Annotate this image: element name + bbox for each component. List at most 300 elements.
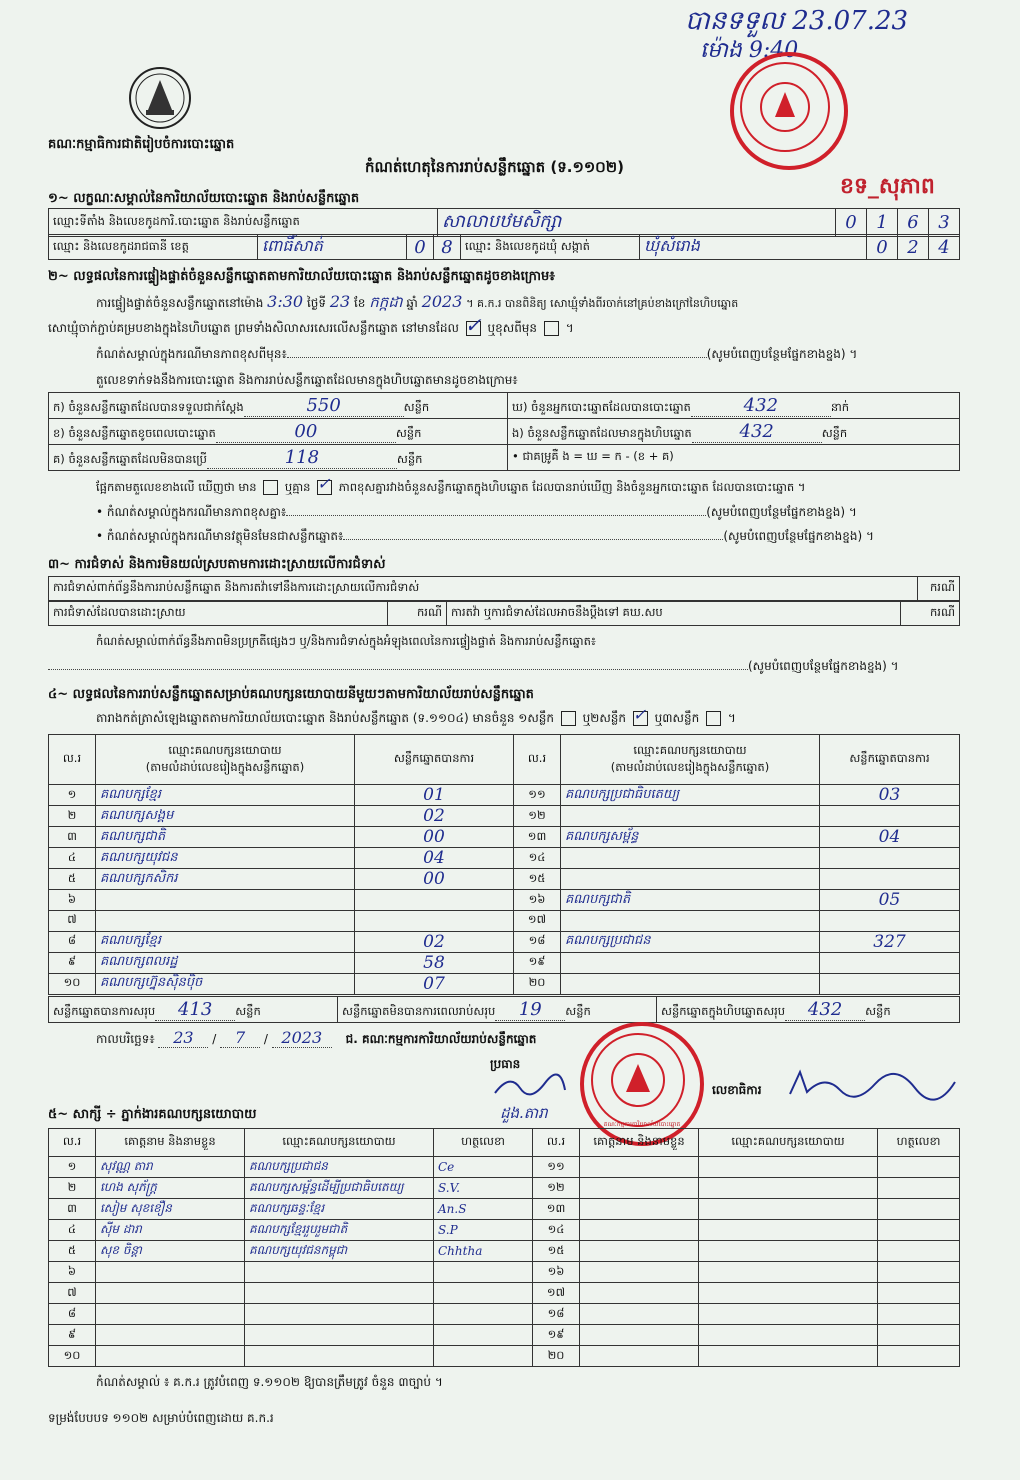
polling-station-label: ឈ្មោះទីតាំង និងលេខកូដការិ.បោះឆ្នោត និងរាប់សន្លឹកឆ្នោត <box>49 209 438 237</box>
date-day: 23 <box>158 1028 208 1048</box>
text: ឬ២សន្លឹក <box>582 711 627 725</box>
party-votes: 327 <box>820 931 960 952</box>
witness-party <box>699 1220 878 1241</box>
witness-name <box>580 1157 699 1178</box>
irregularity-note-line <box>48 658 899 676</box>
witness-number: ១៦ <box>533 1262 580 1283</box>
witness-name <box>96 1262 245 1283</box>
unit: សន្លឹក <box>396 451 423 466</box>
witness-signature <box>878 1178 960 1199</box>
commune-value: ឃុំសំរោង <box>640 235 867 260</box>
committee-label: ជ. គណៈកម្មការការិយាល័យរាប់សន្លឹកឆ្នោត <box>345 1032 537 1046</box>
text: ឬខុសពីមុន <box>487 321 538 335</box>
station-code-digit: 0 <box>836 209 867 237</box>
witness-name <box>96 1325 245 1346</box>
party-number: ១៥ <box>514 869 561 890</box>
party-votes <box>820 952 960 973</box>
secretary-label: លេខាធិការ <box>712 1083 762 1097</box>
witness-signature: An.S <box>434 1199 533 1220</box>
text: កំណត់សម្គាល់ក្នុងករណីមានភាពខុសពីមុន៖ <box>96 347 287 361</box>
text: ឬគ្មាន <box>284 480 311 494</box>
commune-code-digit: 4 <box>929 235 960 260</box>
total-box <box>657 997 960 1023</box>
dotted-line <box>287 357 707 358</box>
text: (សូមបំពេញបន្ថែមផ្នែកខាងខ្នង) ។ <box>706 505 857 519</box>
party-name <box>561 806 820 827</box>
commune-label: ឈ្មោះ និងលេខកូដឃុំ សង្កាត់ <box>461 235 640 260</box>
witness-row <box>49 1346 960 1367</box>
witness-number: ៤ <box>49 1220 96 1241</box>
witness-party <box>245 1283 434 1304</box>
foreign-object-note <box>96 528 874 546</box>
text: សន្លឹកឆ្នោតមិនបានការពេលរាប់សរុប <box>342 1003 496 1018</box>
text: ឆ្នាំ <box>406 296 418 310</box>
party-row <box>49 869 960 890</box>
in-box-value: 432 <box>692 421 822 443</box>
party-row <box>49 952 960 973</box>
dotted-line <box>48 669 748 670</box>
party-votes <box>820 973 960 994</box>
section4-title: ៤~ លទ្ធផលនៃការរាប់សន្លឹកឆ្នោតសម្រាប់គណបក្សនយោបាយនីមួយៗតាមការិយាល័យរាប់សន្លឹកឆ្នោត <box>48 687 534 702</box>
text: សន្លឹកឆ្នោតបានការសរុប <box>53 1003 156 1018</box>
col-no: ល.រ <box>533 1129 580 1157</box>
col-name: គោត្តនាម និងនាមខ្លួន <box>96 1129 245 1157</box>
party-results-table <box>48 734 960 995</box>
witness-signature: Chhtha <box>434 1241 533 1262</box>
party-name: គណបក្សជាតិ <box>561 890 820 911</box>
party-number: ១៣ <box>514 827 561 848</box>
party-number: ៩ <box>49 952 96 973</box>
three-sheets-checkbox[interactable] <box>706 711 721 726</box>
col-party <box>96 735 355 785</box>
sheets-count-line: តារាងកត់ត្រាសំឡេងឆ្នោតតាមការិយាល័យបោះឆ្នោត និងរាប់សន្លឹកឆ្នោត (ទ.១១០៤) មានចំនួន ១សន្លឹក ឬ២សន្លឹក ✓ ឬ៣សន្លឹក ។ <box>96 705 736 725</box>
party-row <box>49 931 960 952</box>
party-number: ១៨ <box>514 931 561 952</box>
party-votes: 00 <box>355 869 514 890</box>
totals-table <box>48 996 960 1023</box>
commune-code-digit: 2 <box>898 235 929 260</box>
witness-number: ១ <box>49 1157 96 1178</box>
text: សន្លឹកឆ្នោតក្នុងហិបឆ្នោតសរុប <box>661 1003 786 1018</box>
dotted-line <box>343 539 723 540</box>
witness-number: ១៩ <box>533 1325 580 1346</box>
witness-number: ១៥ <box>533 1241 580 1262</box>
party-votes <box>355 890 514 911</box>
party-row <box>49 848 960 869</box>
party-name: គណបក្សហ្វ៊ុនស៊ិនប៉ិច <box>96 973 355 994</box>
objections-table-row2 <box>48 601 960 626</box>
section1-title: ១~ លក្ខណៈសម្គាល់នៃការិយាល័យបោះឆ្នោត និងរាប់សន្លឹកឆ្នោត <box>48 191 360 206</box>
col-party: ឈ្មោះគណបក្សនយោបាយ <box>245 1129 434 1157</box>
witness-name <box>580 1199 699 1220</box>
total-invalid <box>338 997 657 1023</box>
total-valid <box>49 997 338 1023</box>
witness-party <box>699 1178 878 1199</box>
party-number: ១៩ <box>514 952 561 973</box>
resolved-label: ការជំទាស់ដែលបានដោះស្រាយ <box>49 602 388 626</box>
chair-name: ដួង.តារា <box>500 1104 548 1122</box>
witness-signature <box>878 1262 960 1283</box>
witness-party <box>699 1241 878 1262</box>
witness-number: ៥ <box>49 1241 96 1262</box>
witness-party <box>699 1262 878 1283</box>
party-votes <box>820 869 960 890</box>
verification-time: 3:30 <box>267 292 304 311</box>
text: ភាពខុសគ្នារវាងចំនួនសន្លឹកឆ្នោតក្នុងហិបឆ្នោត ដែលបានរាប់ឃើញ និងចំនួនអ្នកបោះឆ្នោត ដែលបានបោះឆ្នោត ។ <box>338 480 806 494</box>
witness-number: ៣ <box>49 1199 96 1220</box>
witness-name: សុខ ចិន្តា <box>96 1241 245 1262</box>
case-label: ករណី <box>901 602 960 626</box>
party-number: ១ <box>49 785 96 806</box>
received-row <box>49 393 508 419</box>
text: ខ) ចំនួនសន្លឹកឆ្នោតខូចពេលបោះឆ្នោត <box>53 425 216 440</box>
province-value: ពោធិ៍សាត់ <box>258 235 407 260</box>
party-name: គណបក្សខ្មែរ <box>96 785 355 806</box>
witness-name <box>96 1304 245 1325</box>
unused-row <box>49 445 508 471</box>
witness-row <box>49 1304 960 1325</box>
province-label: ឈ្មោះ និងលេខកូដរាជធានី ខេត្ត <box>49 235 258 260</box>
party-votes: 04 <box>820 827 960 848</box>
witness-row <box>49 1199 960 1220</box>
text: (សូមបំពេញបន្ថែមផ្នែកខាងខ្នង) ។ <box>748 659 899 673</box>
party-number: ១០ <box>49 973 96 994</box>
spoiled-row <box>49 419 508 445</box>
section3-title: ៣~ ការជំទាស់ និងការមិនយល់ស្របតាមការដោះស្រាយលើការជំទាស់ <box>48 557 386 572</box>
witness-name <box>580 1178 699 1199</box>
unchanged-checkbox[interactable] <box>464 313 482 337</box>
page-title: កំណត់ហេតុនៃការរាប់សន្លឹកឆ្នោត (ទ.១១០២) <box>365 158 625 176</box>
received-value: 550 <box>244 395 404 417</box>
col-sign: ហត្ថលេខា <box>434 1129 533 1157</box>
witness-party <box>699 1304 878 1325</box>
section1-table-row2 <box>48 234 960 260</box>
footnote: កំណត់សម្គាល់ ៖ គ.ក.រ ត្រូវបំពេញ ទ.១១០២ ឱ្យបានត្រឹមត្រូវ ចំនួន ៣ច្បាប់ ។ <box>96 1375 443 1389</box>
text: កាលបរិច្ឆេទ៖ <box>96 1032 155 1046</box>
party-votes <box>820 806 960 827</box>
party-votes: 07 <box>355 973 514 994</box>
witness-name: សុវណ្ណ តារា <box>96 1157 245 1178</box>
witness-signature <box>878 1346 960 1367</box>
witness-signature <box>878 1199 960 1220</box>
witness-name <box>580 1304 699 1325</box>
party-number: ១៦ <box>514 890 561 911</box>
party-number: ២ <box>49 806 96 827</box>
unused-value: 118 <box>207 447 397 469</box>
unit: នាក់ <box>830 399 850 414</box>
party-row <box>49 890 960 911</box>
date-line: កាលបរិច្ឆេទ៖ 23 / 7 / 2023 ជ. គណៈកម្មការការិយាល័យរាប់សន្លឹកឆ្នោត <box>96 1028 537 1047</box>
total-invalid-value: 19 <box>495 999 565 1021</box>
witness-signature <box>878 1157 960 1178</box>
witness-row <box>49 1325 960 1346</box>
check-mark-icon: ✓ <box>632 705 647 724</box>
verification-day: 23 <box>329 292 351 311</box>
seal-emblem-icon <box>730 52 840 162</box>
discrepancy-line <box>96 474 806 497</box>
party-votes <box>820 911 960 932</box>
text: ថ្ងៃទី <box>306 296 326 310</box>
text: ឈ្មោះគណបក្សនយោបាយ <box>168 742 282 757</box>
text: ការផ្ទៀងផ្ទាត់ចំនួនសន្លឹកឆ្នោតនៅម៉ោង <box>96 296 264 310</box>
irregularity-note: កំណត់សម្គាល់ពាក់ព័ន្ធនឹងភាពមិនប្រក្រតីផ្សេងៗ ឬ/និងការជំទាស់ក្នុងអំឡុងពេលនៃការផ្ទៀងផ្ទាត់ និងការរាប់សន្លឹកឆ្នោត៖ <box>96 634 596 648</box>
witness-party: គណបក្សប្រជាជន <box>245 1157 434 1178</box>
witness-number: ១០ <box>49 1346 96 1367</box>
text: • កំណត់សម្គាល់ក្នុងករណីមានភាពខុសគ្នា៖ <box>96 505 287 519</box>
party-number: ១១ <box>514 785 561 806</box>
witness-party: គណបក្សយុវជនកម្ពុជា <box>245 1241 434 1262</box>
party-votes: 03 <box>820 785 960 806</box>
red-handwritten-name: ខទ_សុភាព <box>840 173 935 199</box>
one-sheet-checkbox[interactable] <box>561 711 576 726</box>
received-note: បានទទួល 23.07.23 <box>685 6 909 36</box>
witness-party <box>245 1346 434 1367</box>
polling-station-value: សាលាបឋមសិក្សា <box>438 209 836 237</box>
witness-name <box>580 1283 699 1304</box>
col-votes: សន្លឹកឆ្នោតបានការ <box>355 735 514 785</box>
col-party <box>561 735 820 785</box>
witness-number: ១៧ <box>533 1283 580 1304</box>
witness-signature <box>878 1325 960 1346</box>
check-mark-icon: ✓ <box>317 474 331 493</box>
witness-party <box>699 1157 878 1178</box>
witness-signature <box>878 1220 960 1241</box>
text: គ) ចំនួនសន្លឹកឆ្នោតដែលមិនបានប្រើ <box>53 451 207 466</box>
party-name: គណបក្សប្រជាជន <box>561 931 820 952</box>
witness-name <box>580 1262 699 1283</box>
voters-row <box>508 393 960 419</box>
difference-note-line <box>96 346 956 364</box>
party-name: គណបក្សជាតិ <box>96 827 355 848</box>
nec-logo <box>128 66 192 130</box>
party-name <box>561 869 820 890</box>
chair-signature-icon <box>490 1068 570 1104</box>
unit: សន្លឹក <box>821 425 848 440</box>
total-valid-value: 413 <box>155 999 235 1021</box>
nec-emblem-icon <box>128 66 192 130</box>
witness-number: ១២ <box>533 1178 580 1199</box>
party-votes: 05 <box>820 890 960 911</box>
unit: សន្លឹក <box>403 399 430 414</box>
text: (តាមលំដាប់លេខរៀងក្នុងសន្លឹកឆ្នោត) <box>145 759 305 774</box>
party-name: គណបក្សពលរដ្ឋ <box>96 952 355 973</box>
witness-party: គណបក្សខ្មែររួបរួមជាតិ <box>245 1220 434 1241</box>
party-name <box>96 911 355 932</box>
party-votes <box>820 848 960 869</box>
witness-signature <box>434 1304 533 1325</box>
col-no: ល.រ <box>49 735 96 785</box>
discrepancy-note <box>96 504 857 522</box>
witness-signature <box>878 1241 960 1262</box>
witness-party: គណបក្សឆន្ទៈខ្មែរ <box>245 1199 434 1220</box>
witness-signature: S.P <box>434 1220 533 1241</box>
check-mark-icon: ✓ <box>464 313 482 337</box>
party-number: ៦ <box>49 890 96 911</box>
witness-number: ១១ <box>533 1157 580 1178</box>
party-number: ៣ <box>49 827 96 848</box>
figures-intro: តួលេខទាក់ទងនឹងការបោះឆ្នោត និងការរាប់សន្លឹកឆ្នោតដែលមានក្នុងហិបឆ្នោតមានដូចខាងក្រោម៖ <box>96 373 518 387</box>
party-number: ១៧ <box>514 911 561 932</box>
witness-party <box>699 1283 878 1304</box>
text: (សូមបំពេញបន្ថែមផ្នែកខាងខ្នង) ។ <box>706 347 858 361</box>
witness-party <box>699 1199 878 1220</box>
text: • កំណត់សម្គាល់ក្នុងករណីមានវត្ថុមិនមែនជាសន្លឹកឆ្នោត៖ <box>96 529 344 543</box>
text: តារាងកត់ត្រាសំឡេងឆ្នោតតាមការិយាល័យបោះឆ្នោត និងរាប់សន្លឹកឆ្នោត (ទ.១១០៤) មានចំនួន ១សន្លឹក <box>96 711 554 725</box>
party-number: ១២ <box>514 806 561 827</box>
form-note: ទម្រង់បែបបទ ១១០២ សម្រាប់បំពេញដោយ គ.ក.រ <box>48 1411 274 1425</box>
witness-signature <box>434 1283 533 1304</box>
witness-party <box>699 1325 878 1346</box>
two-sheets-checkbox[interactable] <box>632 705 648 726</box>
witness-name <box>580 1220 699 1241</box>
section5-title: ៥~ សាក្សី ÷ ភ្នាក់ងារគណបក្សនយោបាយ <box>48 1107 257 1122</box>
witness-name: ស៊ីម ដារា <box>96 1220 245 1241</box>
case-label: ករណី <box>388 602 447 626</box>
witness-number: ៨ <box>49 1304 96 1325</box>
authority-name: គណៈកម្មាធិការជាតិរៀបចំការបោះឆ្នោត <box>48 137 235 152</box>
party-number: ៨ <box>49 931 96 952</box>
party-number: ១៤ <box>514 848 561 869</box>
has-discrepancy-checkbox[interactable] <box>263 480 278 495</box>
text: ។ គ.ក.រ បានពិនិត្យ សោឃ្មុំទាំងពីរចាក់នៅគ្រប់ខាងក្រៅនៃហិបឆ្នោត <box>466 297 739 310</box>
station-code-digit: 3 <box>929 209 960 237</box>
witness-signature <box>878 1304 960 1325</box>
witness-number: ២០ <box>533 1346 580 1367</box>
party-votes: 01 <box>355 785 514 806</box>
party-number: ៥ <box>49 869 96 890</box>
text: ឈ្មោះគណបក្សនយោបាយ <box>633 742 747 757</box>
col-votes: សន្លឹកឆ្នោតបានការ <box>820 735 960 785</box>
col-sign: ហត្ថលេខា <box>878 1129 960 1157</box>
total-box-value: 432 <box>785 999 865 1021</box>
witness-row <box>49 1262 960 1283</box>
case-label: ករណី <box>918 577 960 601</box>
section1-table <box>48 208 960 237</box>
verification-year: 2023 <box>421 292 463 311</box>
witness-number: ៦ <box>49 1262 96 1283</box>
date-year: 2023 <box>272 1028 332 1048</box>
party-row <box>49 827 960 848</box>
witness-number: ៩ <box>49 1325 96 1346</box>
text: ខែ <box>354 296 366 310</box>
text: ផ្អែកតាមតួលេខខាងលើ ឃើញថា មាន <box>96 480 257 494</box>
party-number: ២០ <box>514 973 561 994</box>
party-name <box>561 952 820 973</box>
witness-signature <box>878 1283 960 1304</box>
col-no: ល.រ <box>514 735 561 785</box>
unit: សន្លឹក <box>565 1003 591 1018</box>
chair-label: ប្រធាន <box>490 1057 521 1071</box>
party-votes: 02 <box>355 806 514 827</box>
witness-row <box>49 1220 960 1241</box>
appeal-label: ការតវ៉ា ឬការជំទាស់ដែលអាចនឹងប្ដឹងទៅ គឃ.សប <box>447 602 901 626</box>
in-box-row <box>508 419 960 445</box>
party-votes <box>355 911 514 932</box>
unit: សន្លឹក <box>395 425 422 440</box>
party-number: ៧ <box>49 911 96 932</box>
party-row <box>49 806 960 827</box>
witness-row <box>49 1178 960 1199</box>
text: សោឃ្មុំចាក់ភ្ជាប់គម្របខាងក្នុងនៃហិបឆ្នោត ព្រមទាំងសិលាសរសេរលើសន្លឹកឆ្នោត នៅមានដែល <box>48 321 459 335</box>
province-code-digit: 0 <box>407 235 434 260</box>
party-name: គណបក្សយុវជន <box>96 848 355 869</box>
no-discrepancy-checkbox[interactable] <box>317 474 332 495</box>
col-no: ល.រ <box>49 1129 96 1157</box>
station-code-digit: 1 <box>867 209 898 237</box>
witness-name <box>96 1283 245 1304</box>
witness-signature: S.V. <box>434 1178 533 1199</box>
witness-number: ១៣ <box>533 1199 580 1220</box>
secretary-signature-icon <box>785 1064 960 1104</box>
spoiled-value: 00 <box>216 421 396 443</box>
text: ឬ៣សន្លឹក <box>654 711 700 725</box>
party-votes: 04 <box>355 848 514 869</box>
party-name: គណបក្សសម្ព័ន្ធ <box>561 827 820 848</box>
station-code-digit: 6 <box>898 209 929 237</box>
party-name <box>96 890 355 911</box>
party-votes: 00 <box>355 827 514 848</box>
witness-name <box>580 1346 699 1367</box>
witness-name <box>580 1325 699 1346</box>
objection-label: ការជំទាស់ពាក់ព័ន្ធនឹងការរាប់សន្លឹកឆ្នោត និងការតវ៉ាទៅនឹងការដោះស្រាយលើការជំទាស់ <box>49 577 918 601</box>
witness-number: ១៨ <box>533 1304 580 1325</box>
received-time: ម៉ោង 9:40 <box>700 38 799 63</box>
text: ក) ចំនួនសន្លឹកឆ្នោតដែលបានទទួលជាក់ស្តែង <box>53 399 244 414</box>
province-code-digit: 8 <box>434 235 461 260</box>
formula: • ជាគម្រូគឺ ង = ឃ = ក - (ខ + គ) <box>508 445 960 471</box>
section2-title: ២~ លទ្ធផលនៃការផ្ទៀងផ្ទាត់ចំនួនសន្លឹកឆ្នោតតាមការិយាល័យបោះឆ្នោត និងរាប់សន្លឹកឆ្នោតដូចខាងក្រោម៖ <box>48 269 555 284</box>
text: ង) ចំនួនសន្លឹកឆ្នោតដែលមានក្នុងហិបឆ្នោត <box>512 425 692 440</box>
dotted-line <box>286 515 706 516</box>
witness-table <box>48 1128 960 1367</box>
witness-party <box>699 1346 878 1367</box>
witness-party <box>245 1325 434 1346</box>
text: (តាមលំដាប់លេខរៀងក្នុងសន្លឹកឆ្នោត) <box>610 759 770 774</box>
witness-name: ហេង សុភ័ក្ត្រ <box>96 1178 245 1199</box>
party-number: ៤ <box>49 848 96 869</box>
party-votes: 58 <box>355 952 514 973</box>
date-month: 7 <box>220 1028 260 1048</box>
witness-party <box>245 1262 434 1283</box>
objections-table <box>48 576 960 601</box>
party-name <box>561 911 820 932</box>
party-row <box>49 973 960 994</box>
col-name: គោត្តនាម និងនាមខ្លួន <box>580 1129 699 1157</box>
party-name: គណបក្សសង្គម <box>96 806 355 827</box>
text: (សូមបំពេញបន្ថែមផ្នែកខាងខ្នង) ។ <box>723 529 874 543</box>
witness-number: ៧ <box>49 1283 96 1304</box>
witness-signature <box>434 1262 533 1283</box>
witness-signature <box>434 1325 533 1346</box>
text: ឃ) ចំនួនអ្នកបោះឆ្នោតដែលបានបោះឆ្នោត <box>512 399 691 414</box>
official-seal-top <box>730 52 848 170</box>
witness-row <box>49 1157 960 1178</box>
party-row <box>49 785 960 806</box>
witness-name <box>96 1346 245 1367</box>
col-party: ឈ្មោះគណបក្សនយោបាយ <box>699 1129 878 1157</box>
verification-month: កក្កដា <box>369 293 403 311</box>
witness-signature: Ce <box>434 1157 533 1178</box>
unit: សន្លឹក <box>235 1003 261 1018</box>
changed-checkbox[interactable] <box>544 321 559 336</box>
unit: សន្លឹក <box>865 1003 891 1018</box>
witness-party: គណបក្សសម្ព័ន្ធដើម្បីប្រជាធិបតេយ្យ <box>245 1178 434 1199</box>
party-name <box>561 848 820 869</box>
party-name <box>561 973 820 994</box>
party-name: គណបក្សប្រជាធិបតេយ្យ <box>561 785 820 806</box>
witness-number: ២ <box>49 1178 96 1199</box>
witness-number: ១៤ <box>533 1220 580 1241</box>
